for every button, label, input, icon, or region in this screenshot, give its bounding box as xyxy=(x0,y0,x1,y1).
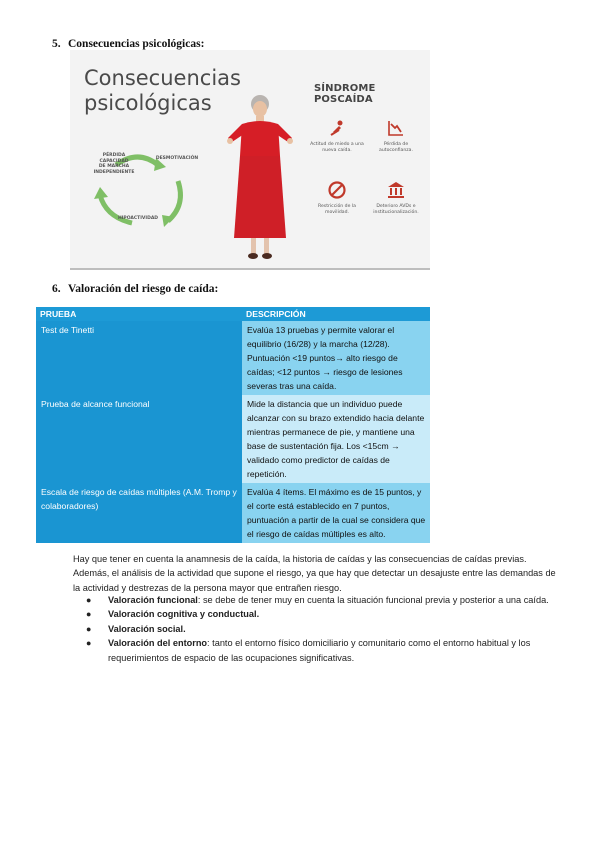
section-title: Valoración del riesgo de caída: xyxy=(68,283,219,295)
consequences-figure xyxy=(70,50,430,270)
section-number: 5. xyxy=(52,38,61,50)
bullet-text: : se debe de tener muy en cuenta la situación funcional previa y posterior a una caída. xyxy=(197,595,549,605)
syndrome-item-label: Actitud de miedo a una nueva caída. xyxy=(310,142,364,153)
cycle-label-loss: PÉRDIDA CAPACIDAD DE MARCHA INDEPENDIENTE xyxy=(93,153,135,175)
syndrome-item-fear xyxy=(308,118,366,154)
cycle-label-demotivation: DESMOTIVACIÓN xyxy=(155,156,199,161)
table-row xyxy=(36,321,430,395)
syndrome-item-label: Deterioro AVDs e institucionalización. xyxy=(373,204,419,215)
description-cell: Mide la distancia que un individuo puede alcanzar con su brazo extendido hacia delante mientras permanece de pie, y mantiene una base de sustentación fija. Los <15cm → validado como predictor de caídas de repetición. xyxy=(242,395,430,483)
table-row xyxy=(36,395,430,483)
syndrome-item-label: Pérdida de autoconfianza. xyxy=(379,142,413,153)
figure-title xyxy=(84,66,241,116)
table-row xyxy=(36,483,430,543)
description-cell: Evalúa 13 pruebas y permite valorar el equilibrio (16/28) y la marcha (12/28). Puntuación <19 puntos→ alto riesgo de caídas; <12 puntos → riesgo de lesiones severas tras una caída. xyxy=(242,321,430,395)
elderly-woman-illustration xyxy=(220,90,300,265)
bullet-text: : tanto el entorno físico domiciliario y comunitario como el entorno habitual y los requerimientos de espacio de las ocupaciones significativas. xyxy=(108,638,531,663)
bullet-icon: ● xyxy=(86,623,92,634)
list-item xyxy=(84,593,564,607)
syndrome-item-confidence xyxy=(367,118,425,154)
risk-assessment-table xyxy=(36,307,430,543)
bullet-bold: Valoración funcional xyxy=(108,595,198,605)
syndrome-title: SÍNDROME POSCAÍDA xyxy=(314,83,376,105)
bullet-icon: ● xyxy=(86,609,92,620)
vicious-cycle-diagram xyxy=(70,145,230,265)
section-title: Consecuencias psicológicas: xyxy=(68,38,205,50)
bullet-bold: Valoración del entorno xyxy=(108,638,208,649)
header-test: PRUEBA xyxy=(36,307,242,321)
figure-title-line-1: Consecuencias xyxy=(84,66,241,90)
header-description: DESCRIPCIÓN xyxy=(242,307,430,321)
section-number: 6. xyxy=(52,283,61,295)
syndrome-item-mobility xyxy=(308,180,366,216)
falling-person-icon xyxy=(327,118,347,138)
list-item xyxy=(84,622,564,636)
declining-chart-icon xyxy=(386,118,406,138)
table-header-row xyxy=(36,307,430,321)
test-name-cell: Test de Tinetti xyxy=(36,321,242,395)
test-name-cell: Prueba de alcance funcional xyxy=(36,395,242,483)
institution-building-icon xyxy=(386,180,406,200)
bullet-bold: Valoración social. xyxy=(108,623,186,634)
syndrome-item-label: Restricción de la movilidad. xyxy=(318,204,356,215)
list-item xyxy=(84,607,564,621)
figure-title-line-2: psicológicas xyxy=(84,91,212,115)
prohibition-icon xyxy=(327,180,347,200)
bullet-icon: ● xyxy=(86,638,92,649)
section-5-heading xyxy=(52,38,204,50)
syndrome-item-institution xyxy=(367,180,425,216)
assessment-bullet-list xyxy=(84,593,564,665)
test-name-cell: Escala de riesgo de caídas múltiples (A.M. Tromp y colaboradores) xyxy=(36,483,242,543)
bullet-icon: ● xyxy=(86,595,92,605)
assessment-paragraph: Hay que tener en cuenta la anamnesis de la caída, la historia de caídas y las consecuencias de caídas previas. Además, el análisis de la actividad que supone el riesgo, ya que hay que detectar un desajuste entre las demandas de la actividad y destrezas de la persona mayor que entrañen riesgo. xyxy=(73,554,556,593)
section-6-heading xyxy=(52,283,218,295)
bullet-bold: Valoración cognitiva y conductual. xyxy=(108,609,260,620)
description-cell: Evalúa 4 ítems. El máximo es de 15 puntos, y el corte está establecido en 7 puntos, puntuación a partir de la cual se considera que el riesgo de caídas múltiples es alto. xyxy=(242,483,430,543)
cycle-label-hypoactivity: HIPOACTIVIDAD xyxy=(117,216,159,221)
list-item xyxy=(84,636,564,665)
